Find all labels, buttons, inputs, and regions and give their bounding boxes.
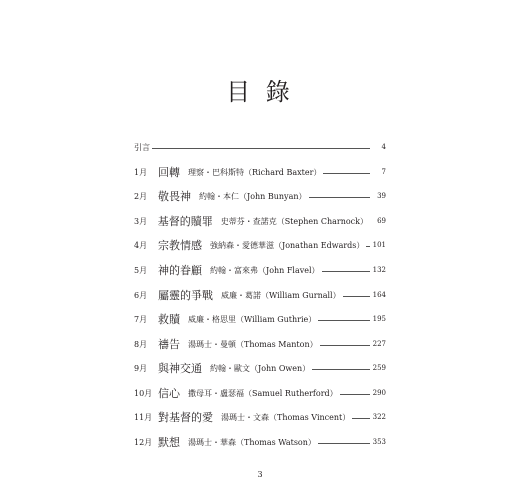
intro-label: 引言 — [134, 142, 150, 152]
toc-entry[interactable] — [134, 188, 386, 204]
entry-month: 5月 — [134, 265, 148, 275]
entry-month: 1月 — [134, 167, 148, 177]
entry-month: 4月 — [134, 240, 148, 250]
toc-entry[interactable] — [134, 409, 386, 425]
entry-topic: 宗教情感 — [158, 239, 202, 252]
toc-entry[interactable] — [134, 385, 386, 401]
entry-topic: 神的眷顧 — [158, 264, 202, 277]
toc-entry[interactable] — [134, 311, 386, 327]
entry-topic: 屬靈的爭戰 — [158, 289, 213, 302]
entry-page-number: 353 — [372, 438, 386, 446]
entry-topic: 敬畏神 — [158, 190, 191, 203]
entry-month: 3月 — [134, 216, 148, 226]
dot-leader — [309, 197, 371, 198]
entry-topic: 信心 — [158, 387, 180, 400]
intro-page-number: 4 — [381, 143, 386, 151]
toc-entry[interactable] — [134, 164, 386, 180]
entry-page-number: 39 — [377, 192, 386, 200]
toc-entry[interactable] — [134, 262, 386, 278]
entry-month: 10月 — [134, 388, 153, 398]
dot-leader — [318, 443, 370, 444]
dot-leader — [340, 394, 370, 395]
entry-topic: 回轉 — [158, 166, 180, 179]
toc-entry[interactable] — [134, 434, 386, 450]
dot-leader — [322, 271, 370, 272]
entry-author: 湯瑪士・文森（Thomas Vincent） — [221, 412, 351, 422]
toc-entry[interactable] — [134, 213, 386, 229]
dot-leader — [352, 418, 370, 419]
dot-leader — [366, 246, 370, 247]
entry-author: 約翰・歐文（John Owen） — [210, 363, 311, 373]
entry-author: 約翰・富來弗（John Flavel） — [210, 265, 320, 275]
entry-page-number: 322 — [372, 413, 386, 421]
entry-topic: 救贖 — [158, 313, 180, 326]
dot-leader — [312, 369, 370, 370]
entry-author: 撒母耳・盧瑟福（Samuel Rutherford） — [188, 388, 338, 398]
entry-page-number: 290 — [372, 389, 386, 397]
entry-month: 6月 — [134, 290, 148, 300]
dot-leader — [152, 148, 370, 149]
entry-author: 理察・巴科斯特（Richard Baxter） — [188, 167, 322, 177]
entry-topic: 禱告 — [158, 338, 180, 351]
toc-intro-row[interactable] — [134, 140, 386, 154]
entry-author: 威廉・葛諾（William Gurnall） — [221, 290, 341, 300]
entry-page-number: 195 — [372, 315, 386, 323]
entry-author: 史蒂芬・查諾克（Stephen Charnock） — [220, 216, 368, 226]
dot-leader — [318, 320, 370, 321]
entry-month: 12月 — [134, 437, 153, 447]
toc-entry[interactable] — [134, 287, 386, 303]
entry-author: 威廉・格思里（William Guthrie） — [188, 314, 317, 324]
entry-page-number: 259 — [372, 364, 386, 372]
entry-topic: 基督的贖罪 — [157, 215, 213, 228]
entry-page-number: 69 — [377, 217, 386, 225]
toc-entry[interactable] — [134, 336, 386, 352]
entry-author: 湯瑪士・華森（Thomas Watson） — [188, 437, 316, 447]
dot-leader — [343, 296, 370, 297]
dot-leader — [323, 173, 370, 174]
entry-month: 2月 — [134, 191, 148, 201]
toc-entry[interactable] — [134, 360, 386, 376]
entry-month: 7月 — [134, 314, 148, 324]
entry-page-number: 132 — [372, 266, 386, 274]
entry-topic: 默想 — [158, 436, 180, 449]
toc-entry[interactable] — [134, 237, 386, 253]
entry-topic: 對基督的愛 — [158, 411, 213, 424]
entry-month: 9月 — [134, 363, 148, 373]
dot-leader — [320, 345, 370, 346]
footer-page-number: 3 — [257, 470, 263, 479]
entry-month: 8月 — [134, 339, 148, 349]
entry-author: 約翰・本仁（John Bunyan） — [199, 191, 307, 201]
entry-author: 湯瑪士・曼頓（Thomas Manton） — [188, 339, 318, 349]
entry-page-number: 7 — [381, 168, 386, 176]
page-title: 目 錄 — [226, 78, 294, 106]
entry-page-number: 101 — [372, 241, 386, 249]
entry-month: 11月 — [134, 412, 153, 422]
entry-topic: 與神交通 — [158, 362, 202, 375]
entry-page-number: 227 — [372, 340, 386, 348]
entry-page-number: 164 — [372, 291, 386, 299]
entry-author: 強納森・愛德華滋（Jonathan Edwards） — [210, 240, 365, 250]
